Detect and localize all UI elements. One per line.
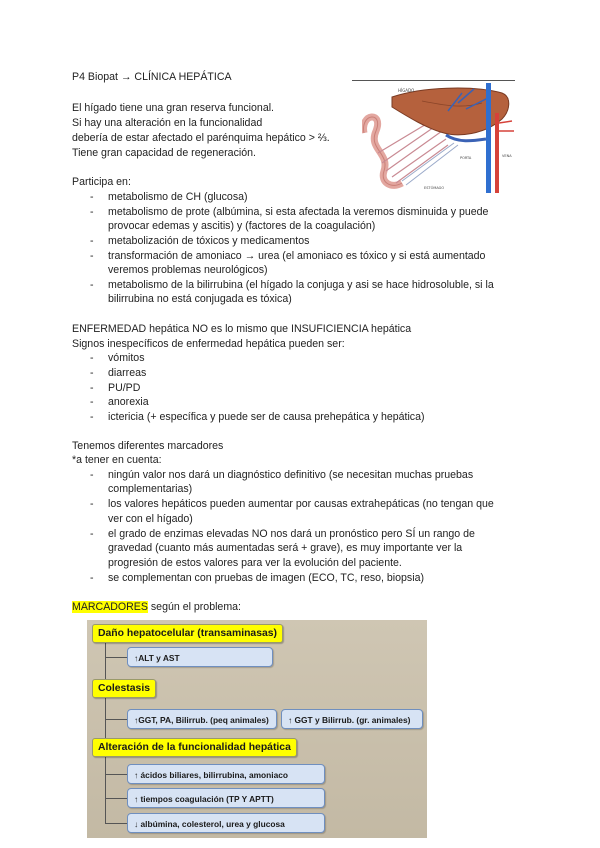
list-item: se complementan con pruebas de imagen (ECO, TC, reso, biopsia) — [108, 572, 425, 584]
list-item: metabolismo de la bilirrubina (el hígado la conjuga y asi se hace hidrosoluble, si la — [108, 279, 494, 291]
tree-branch — [105, 774, 127, 775]
list-item: transformación de amoniaco → urea (el amoniaco es tóxico y si está aumentado — [108, 250, 486, 262]
tree-branch — [105, 823, 127, 824]
bullet-dash: - — [90, 528, 94, 540]
bullet-dash: - — [90, 572, 94, 584]
bullet-dash: - — [90, 250, 94, 262]
category-funcionalidad: Alteración de la funcionalidad hepática — [92, 738, 297, 757]
enfermedad-line: Signos inespecíficos de enfermedad hepática pueden ser: — [72, 338, 345, 350]
list-item: metabolismo de prote (albúmina, si esta afectada la veremos disminuida y puede — [108, 206, 489, 218]
page-title: P4 Biopat → CLÍNICA HEPÁTICA — [72, 71, 232, 83]
list-item-continued: provocar edemas y ascitis) y (factores de la coagulación) — [108, 220, 376, 232]
intro-line: Tiene gran capacidad de regeneración. — [72, 147, 256, 159]
list-item-continued: complementarias) — [108, 483, 193, 495]
list-item: PU/PD — [108, 382, 141, 394]
intro-line: debería de estar afectado el parénquima hepático > ⅔. — [72, 132, 330, 144]
list-item: metabolización de tóxicos y medicamentos — [108, 235, 310, 247]
marcadores-line: Tenemos diferentes marcadores — [72, 440, 224, 452]
marker-acidos-biliares: ↑ ácidos biliares, bilirrubina, amoniaco — [127, 764, 325, 784]
marcadores-line: *a tener en cuenta: — [72, 454, 162, 466]
bullet-dash: - — [90, 352, 94, 364]
bullet-dash: - — [90, 279, 94, 291]
tree-branch — [105, 719, 127, 720]
marcadores-diagram — [87, 620, 427, 838]
list-item: vómitos — [108, 352, 145, 364]
svg-text:VENA: VENA — [502, 154, 512, 158]
bullet-dash: - — [90, 469, 94, 481]
list-item: los valores hepáticos pueden aumentar por causas extrahepáticas (no tengan que — [108, 498, 494, 510]
svg-text:HÍGADO: HÍGADO — [398, 88, 415, 93]
intro-line: El hígado tiene una gran reserva funcional. — [72, 102, 275, 114]
bullet-dash: - — [90, 367, 94, 379]
liver-illustration — [362, 83, 517, 193]
bullet-dash: - — [90, 396, 94, 408]
category-dano-hepatocelular: Daño hepatocelular (transaminasas) — [92, 624, 283, 643]
tree-branch — [105, 798, 127, 799]
marker-albumina: ↓ albúmina, colesterol, urea y glucosa — [127, 813, 325, 833]
bullet-dash: - — [90, 206, 94, 218]
svg-text:ESTÓMAGO: ESTÓMAGO — [424, 186, 445, 190]
list-item-continued: veremos problemas neurológicos) — [108, 264, 268, 276]
svg-text:PORTA: PORTA — [460, 156, 472, 160]
marker-alt-ast: ↑ALT y AST — [127, 647, 273, 667]
marcadores-heading-rest: según el problema: — [147, 601, 241, 613]
title-rule — [352, 80, 515, 81]
bullet-dash: - — [90, 411, 94, 423]
list-item: diarreas — [108, 367, 147, 379]
tree-branch — [105, 657, 127, 658]
marcadores-highlight: MARCADORES — [72, 601, 148, 613]
intro-line: Si hay una alteración en la funcionalidad — [72, 117, 263, 129]
list-item-continued: ver con el hígado) — [108, 513, 193, 525]
list-item: ictericia (+ específica y puede ser de causa prehepática y hepática) — [108, 411, 425, 423]
list-item: anorexia — [108, 396, 149, 408]
bullet-dash: - — [90, 191, 94, 203]
enfermedad-line: ENFERMEDAD hepática NO es lo mismo que INSUFICIENCIA hepática — [72, 323, 412, 335]
bullet-dash: - — [90, 382, 94, 394]
list-item-continued: progresión de estos valores para ver la evolución del paciente. — [108, 557, 402, 569]
participa-heading: Participa en: — [72, 176, 131, 188]
marker-ggt-gr: ↑ GGT y Bilirrub. (gr. animales) — [281, 709, 423, 729]
tree-trunk — [105, 774, 106, 823]
list-item: metabolismo de CH (glucosa) — [108, 191, 248, 203]
bullet-dash: - — [90, 235, 94, 247]
marcadores-heading — [72, 600, 241, 615]
category-colestasis: Colestasis — [92, 679, 156, 698]
list-item-continued: bilirrubina no está conjugada es tóxica) — [108, 293, 292, 305]
list-item-continued: gravedad (cuanto más aumentadas será + grave), es muy importante ver la — [108, 542, 463, 554]
list-item: ningún valor nos dará un diagnóstico definitivo (se necesitan muchas pruebas — [108, 469, 474, 481]
bullet-dash: - — [90, 498, 94, 510]
list-item: el grado de enzimas elevadas NO nos dará un pronóstico pero SÍ un rango de — [108, 528, 475, 540]
marker-tiempos-coagulacion: ↑ tiempos coagulación (TP Y APTT) — [127, 788, 325, 808]
marker-ggt-pa-peq: ↑GGT, PA, Bilirrub. (peq animales) — [127, 709, 277, 729]
